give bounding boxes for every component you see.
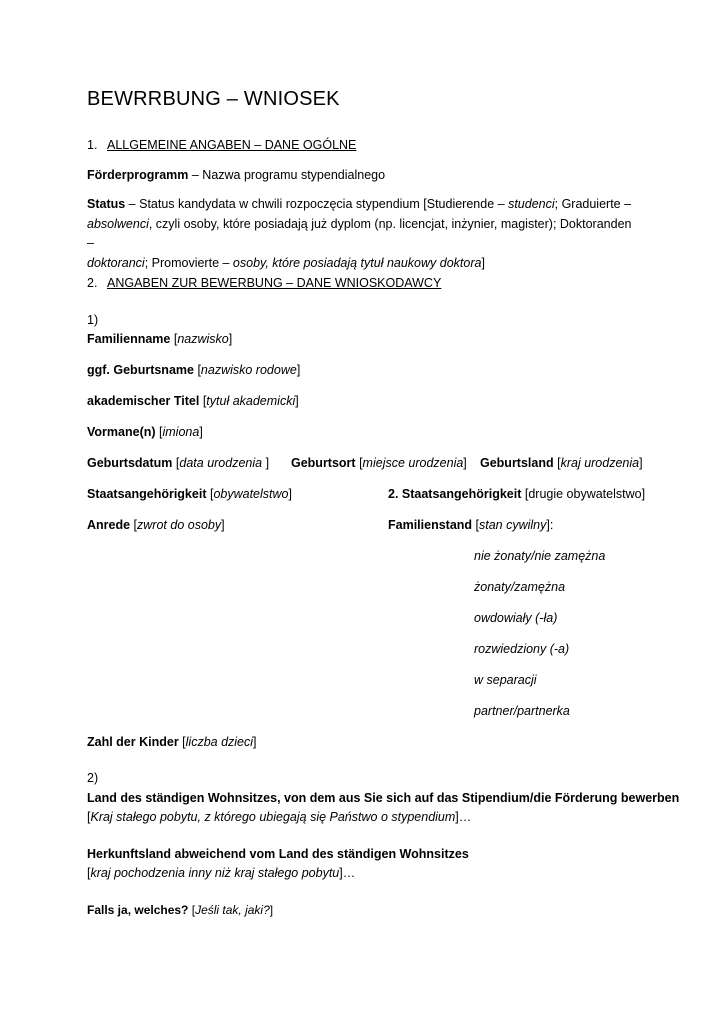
geburtsdatum-label: Geburtsdatum <box>87 456 173 470</box>
vorname-field: Vormane(n) [imiona] <box>87 425 203 439</box>
status-italic-4: osoby, które posiadają tytuł naukowy doktora <box>232 255 482 270</box>
kinder-translation: liczba dzieci <box>185 735 254 749</box>
geburtsort-label: Geburtsort <box>291 456 356 470</box>
status-paragraph <box>87 195 639 273</box>
status-text-1: – Status kandydata w chwili rozpoczęcia stypendium [Studierende – <box>125 197 509 211</box>
geburtsname-label: ggf. Geburtsname <box>87 363 194 377</box>
status-italic-2: absolwenci <box>87 216 149 231</box>
geburtsort-field: Geburtsort [miejsce urodzenia] <box>291 456 467 470</box>
falls-ja-label: Falls ja, welches? <box>87 903 189 917</box>
zweite-staatsangehoerigkeit-label: 2. Staatsangehörigkeit <box>388 487 522 501</box>
herkunft-label-text: Herkunftsland abweichend vom Land des ständigen Wohnsitzes <box>87 847 469 861</box>
familienstand-translation: stan cywilny <box>479 518 547 532</box>
section-1-title: ALLGEMEINE ANGABEN – DANE OGÓLNE <box>107 138 357 152</box>
staatsangehoerigkeit-translation: obywatelstwo <box>213 487 289 501</box>
familienname-label: Familienname <box>87 332 171 346</box>
status-text-2: ; Graduierte – <box>554 197 632 211</box>
staatsangehoerigkeit-field: Staatsangehörigkeit [obywatelstwo] <box>87 487 292 501</box>
status-label: Status <box>87 197 126 211</box>
titel-label: akademischer Titel <box>87 394 200 408</box>
geburtsland-field: Geburtsland [kraj urodzenia] <box>480 456 643 470</box>
herkunft-suffix: ]… <box>339 866 356 880</box>
status-italic-1: studenci <box>508 197 555 211</box>
status-text-5: ] <box>481 255 485 270</box>
familienstand-label: Familienstand <box>388 518 473 532</box>
anrede-label: Anrede <box>87 518 131 532</box>
familienname-translation: nazwisko <box>177 332 229 346</box>
zweite-staatsangehoerigkeit-translation: drugie obywatelstwo <box>528 487 642 501</box>
vorname-translation: imiona <box>162 425 200 439</box>
geburtsdatum-translation: data urodzenia <box>179 456 266 470</box>
staatsangehoerigkeit-label: Staatsangehörigkeit <box>87 487 207 501</box>
familienstand-option[interactable]: owdowiały (-ła) <box>474 611 558 625</box>
wohnsitz-label-text: Land des ständigen Wohnsitzes, von dem aus Sie sich auf das Stipendium/die Förderung bewerben <box>87 791 680 805</box>
herkunft-translation: kraj pochodzenia inny niż kraj stałego pobytu <box>90 866 340 880</box>
section-2-heading <box>87 275 441 291</box>
familienname-field: Familienname [nazwisko] <box>87 332 233 346</box>
foerderprogramm-label: Förderprogramm <box>87 168 189 182</box>
herkunft-translation-line: [kraj pochodzenia inny niż kraj stałego pobytu]… <box>87 866 356 880</box>
falls-ja-translation: Jeśli tak, jaki? <box>195 903 270 917</box>
kinder-field: Zahl der Kinder [liczba dzieci] <box>87 735 257 749</box>
familienstand-field: Familienstand [stan cywilny]: <box>388 518 554 532</box>
zweite-staatsangehoerigkeit-field: 2. Staatsangehörigkeit [drugie obywatelstwo] <box>388 487 646 501</box>
part-2-marker: 2) <box>87 771 99 785</box>
section-1-heading <box>87 137 356 153</box>
familienstand-option[interactable]: rozwiedziony (-a) <box>474 642 570 656</box>
section-1-number: 1. <box>87 138 98 152</box>
part-1-marker: 1) <box>87 313 99 327</box>
geburtsdatum-field: Geburtsdatum [data urodzenia ] <box>87 456 270 470</box>
titel-field: akademischer Titel [tytuł akademicki] <box>87 394 299 408</box>
geburtsland-label: Geburtsland <box>480 456 554 470</box>
foerderprogramm-line <box>87 167 385 183</box>
wohnsitz-translation: Kraj stałego pobytu, z którego ubiegają się Państwo o stypendium <box>90 810 456 824</box>
status-text-4: ; Promovierte – <box>144 255 233 270</box>
section-2-number: 2. <box>87 276 98 290</box>
familienstand-option[interactable]: żonaty/zamężna <box>474 580 566 594</box>
familienstand-option[interactable]: partner/partnerka <box>474 704 570 718</box>
herkunft-label <box>87 846 469 862</box>
geburtsname-translation: nazwisko rodowe <box>200 363 297 377</box>
section-2-title: ANGABEN ZUR BEWERBUNG – DANE WNIOSKODAWCY <box>107 276 442 290</box>
foerderprogramm-text: – Nazwa programu stypendialnego <box>188 168 386 182</box>
falls-ja-suffix: ] <box>269 903 274 917</box>
familienstand-option[interactable]: w separacji <box>474 673 537 687</box>
status-text-3: , czyli osoby, które posiadają już dyplom (np. licencjat, inżynier, magister); Doktoranden – <box>87 216 632 250</box>
document-title: BEWRRBUNG – WNIOSEK <box>87 88 340 110</box>
wohnsitz-translation-line: [Kraj stałego pobytu, z którego ubiegają się Państwo o stypendium]… <box>87 810 472 824</box>
status-italic-3: doktoranci <box>87 255 145 270</box>
geburtsname-field: ggf. Geburtsname [nazwisko rodowe] <box>87 363 301 377</box>
wohnsitz-suffix: ]… <box>455 810 472 824</box>
vorname-label: Vormane(n) <box>87 425 156 439</box>
kinder-label: Zahl der Kinder <box>87 735 179 749</box>
geburtsort-translation: miejsce urodzenia <box>362 456 464 470</box>
anrede-field: Anrede [zwrot do osoby] <box>87 518 225 532</box>
anrede-translation: zwrot do osoby <box>137 518 222 532</box>
falls-ja-field: Falls ja, welches? [Jeśli tak, jaki?] <box>87 903 274 917</box>
wohnsitz-label <box>87 790 679 806</box>
familienstand-colon: : <box>549 518 554 532</box>
geburtsland-translation: kraj urodzenia <box>560 456 640 470</box>
titel-translation: tytuł akademicki <box>206 394 296 408</box>
familienstand-option[interactable]: nie żonaty/nie zamężna <box>474 549 606 563</box>
